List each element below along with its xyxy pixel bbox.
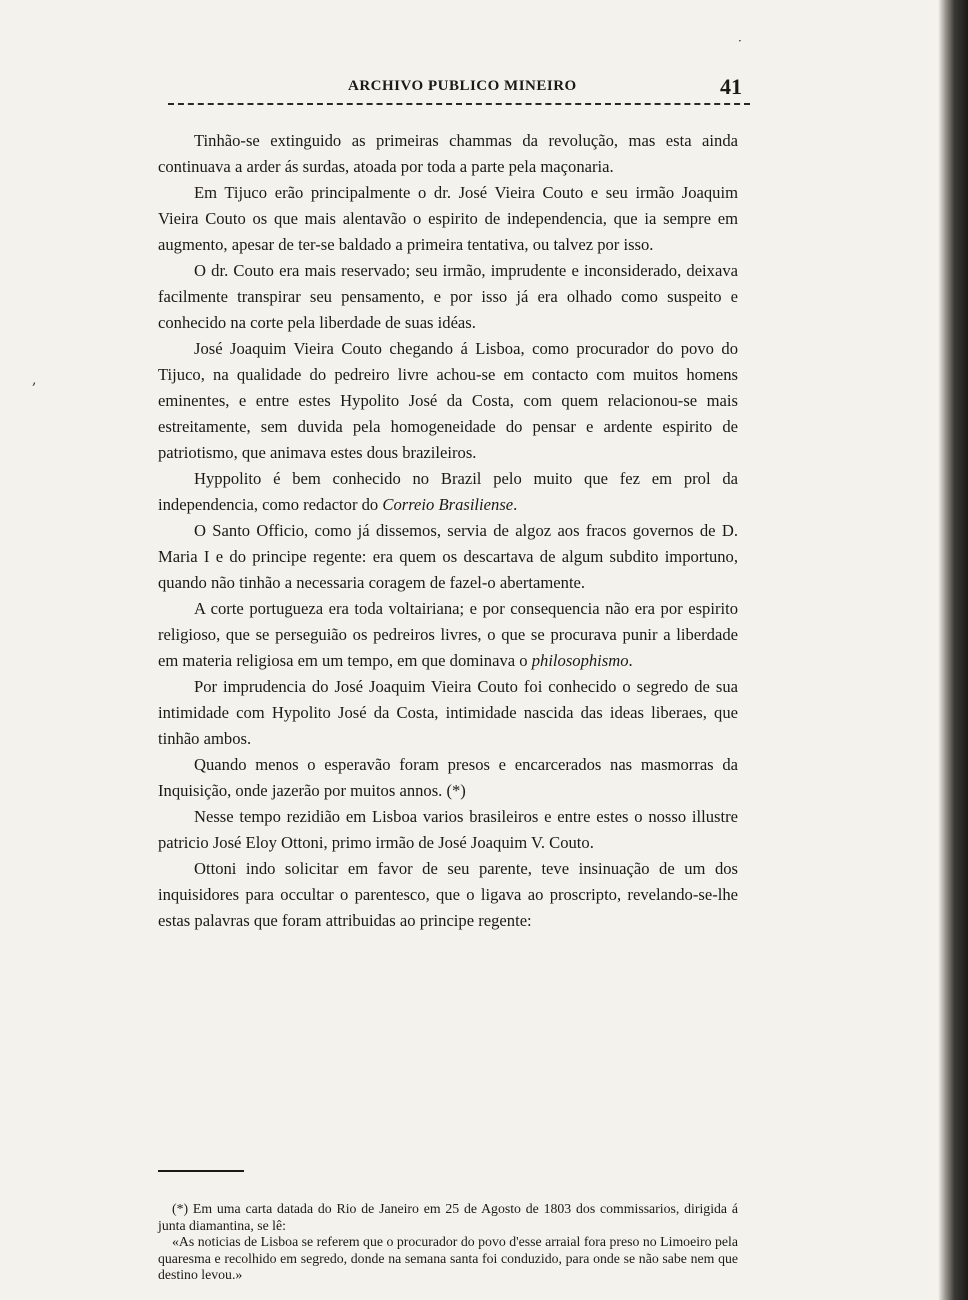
paragraph: Nesse tempo rezidião em Lisboa varios brasileiros e entre estes o nosso illustre patricio José Eloy Ottoni, primo irmão de José Joaquim V. Couto.: [158, 807, 738, 852]
header-title: ARCHIVO PUBLICO MINEIRO: [348, 78, 577, 94]
book-spine-shadow: [938, 0, 968, 1300]
paragraph: O Santo Officio, como já dissemos, servia de algoz aos fracos governos de D. Maria I e do principe regente: era quem os descartava de algum subdito importuno, quando não tinhão a necessaria coragem de fazel-o abertamente.: [158, 521, 738, 592]
paragraph: Tinhão-se extinguido as primeiras chammas da revolução, mas esta ainda continuava a arder ás surdas, atoada por toda a parte pela maçonaria.: [158, 131, 738, 176]
header-rule: [168, 103, 750, 105]
paragraph: José Joaquim Vieira Couto chegando á Lisboa, como procurador do povo do Tijuco, na qualidade do pedreiro livre achou-se em contacto com muitos homens eminentes, e entre estes Hypolito José da Costa, com quem relacionou-se mais estreitamente, sem duvida pela homogeneidade do pensar e ardente espirito de patriotismo, que animava estes dous brazileiros.: [158, 339, 738, 462]
footnote: (*) Em uma carta datada do Rio de Janeiro em 25 de Agosto de 1803 dos commissarios, dirigida á junta diamantina, se lê:: [158, 1201, 738, 1233]
body-text: [158, 128, 738, 934]
paragraph: [158, 466, 738, 518]
margin-speck: ·: [738, 34, 742, 48]
paragraph: Ottoni indo solicitar em favor de seu parente, teve insinuação de um dos inquisidores para occultar o parentesco, que o ligava ao proscripto, revelando-se-lhe estas palavras que foram attribuidas ao principe regente:: [158, 859, 738, 930]
footnote: «As noticias de Lisboa se referem que o procurador do povo d'esse arraial fora preso no Limoeiro pela quaresma e recolhido em segredo, donde na semana santa foi conduzido, para onde se não sabe nem que destino levou.»: [158, 1234, 738, 1282]
paragraph-text: .: [628, 651, 633, 670]
paragraph: [158, 596, 738, 674]
footnotes: [158, 1201, 738, 1284]
running-header: [168, 74, 748, 100]
paragraph: Em Tijuco erão principalmente o dr. José Vieira Couto e seu irmão Joaquim Vieira Couto os que mais alentavão o espirito de independencia, que ia sempre em augmento, apesar de ter-se baldado a primeira tentativa, ou talvez por isso.: [158, 183, 738, 254]
margin-mark: ,: [32, 372, 37, 388]
footnote-rule: [158, 1170, 244, 1172]
paragraph: Por imprudencia do José Joaquim Vieira Couto foi conhecido o segredo de sua intimidade com Hypolito José da Costa, intimidade nascida das ideas liberaes, que tinhão ambos.: [158, 677, 738, 748]
newspaper-title: Correio Brasiliense: [382, 495, 514, 514]
page-number: 41: [720, 74, 742, 99]
paragraph-text: .: [513, 495, 518, 514]
paragraph: O dr. Couto era mais reservado; seu irmão, imprudente e inconsiderado, deixava facilmente transpirar seu pensamento, e por isso já era olhado como suspeito e conhecido na corte pela liberdade de suas idéas.: [158, 261, 738, 332]
paragraph: Quando menos o esperavão foram presos e encarcerados nas masmorras da Inquisição, onde jazerão por muitos annos. (*): [158, 755, 738, 800]
paragraph-text: Hyppolito é bem conhecido no Brazil pelo muito que fez em prol da independencia, como redactor do: [158, 469, 738, 514]
paragraph-text: A corte portugueza era toda voltairiana; e por consequencia não era por espirito religioso, que se perseguião os pedreiros livres, o que se procurava punir a liberdade em materia religiosa em um tempo, em que dominava o: [158, 599, 738, 670]
italic-term: philosophismo: [531, 651, 629, 670]
